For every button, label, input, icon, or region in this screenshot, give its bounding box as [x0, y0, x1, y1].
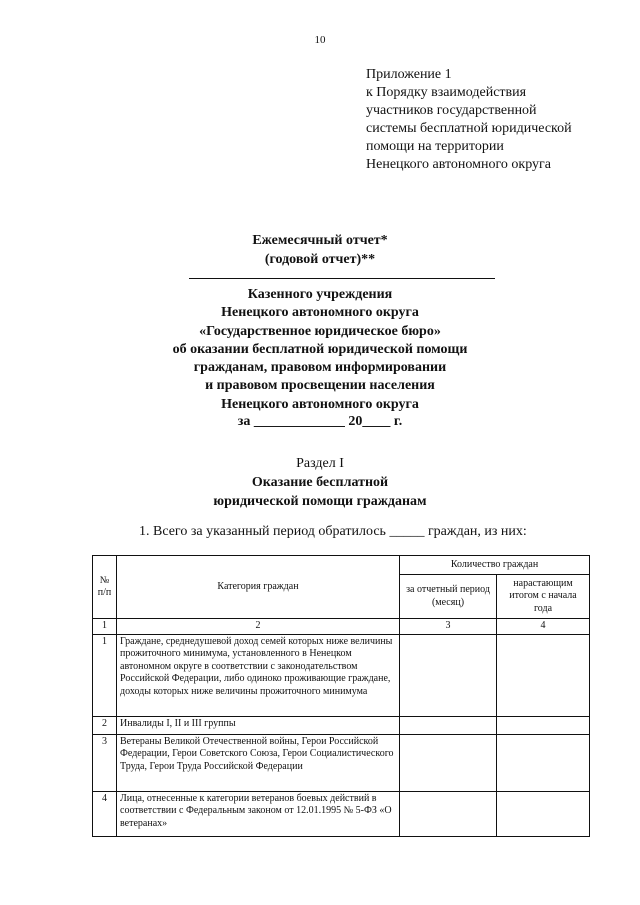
table-row: [93, 791, 590, 836]
row-cumulative-value[interactable]: [497, 734, 590, 791]
header-num: № п/п: [93, 556, 117, 619]
appendix-line: участников государственной: [366, 103, 537, 118]
title-underline: [189, 278, 495, 279]
appendix-line: системы бесплатной юридической: [366, 121, 572, 136]
org-line: Ненецкого автономного округа: [221, 305, 419, 321]
row-cumulative-value[interactable]: [497, 634, 590, 716]
page-number: 10: [314, 34, 326, 46]
header-count-group: Количество граждан: [400, 556, 590, 575]
column-number-row: [93, 619, 590, 635]
row-period-value[interactable]: [400, 791, 497, 836]
row-category: Лица, отнесенные к категории ветеранов боевых действий в соответствии с Федеральным законом от 12.01.1995 № 5-ФЗ «О ветеранах»: [117, 791, 400, 836]
section-title-line: Оказание бесплатной: [251, 475, 389, 490]
table-row: [93, 716, 590, 734]
report-title-annual: (годовой отчет)**: [264, 252, 376, 267]
row-num: 2: [93, 716, 117, 734]
row-period-value[interactable]: [400, 716, 497, 734]
row-num: 3: [93, 734, 117, 791]
report-title-monthly: Ежемесячный отчет*: [252, 233, 388, 248]
row-cumulative-value[interactable]: [497, 716, 590, 734]
column-number: 3: [400, 619, 497, 635]
appendix-line: Ненецкого автономного округа: [366, 157, 551, 172]
column-number: 4: [497, 619, 590, 635]
org-line: об оказании бесплатной юридической помощи: [172, 341, 468, 357]
org-line: Ненецкого автономного округа: [221, 396, 419, 412]
table-row: [93, 734, 590, 791]
row-category: Ветераны Великой Отечественной войны, Герои Российской Федерации, Герои Советского Союза, Герои Социалистического Труда, Герои Труда Российской Федерации: [117, 734, 400, 791]
appendix-line: Приложение 1: [366, 67, 452, 82]
org-line: гражданам, правовом информировании: [193, 360, 447, 376]
row-cumulative-value[interactable]: [497, 791, 590, 836]
table-header-row: [93, 556, 590, 575]
org-line: Казенного учреждения: [247, 287, 393, 302]
org-line: «Государственное юридическое бюро»: [199, 323, 441, 339]
row-num: 1: [93, 634, 117, 716]
citizens-category-table: [92, 555, 590, 837]
section-label: Раздел I: [296, 456, 344, 471]
column-number: 2: [117, 619, 400, 635]
row-category: Граждане, среднедушевой доход семей которых ниже величины прожиточного минимума, установленного в Ненецком автономном округе в соответствии с законодательством Российской Федерации, либо одиноко проживающие граждане, доходы которых ниже величины прожиточного минимума: [117, 634, 400, 716]
row-category: Инвалиды I, II и III группы: [117, 716, 400, 734]
row-period-value[interactable]: [400, 634, 497, 716]
report-title: [0, 231, 640, 269]
header-cumulative: нарастающим итогом с начала года: [497, 575, 590, 619]
report-period-line: за _____________ 20____ г.: [237, 414, 403, 429]
row-num: 4: [93, 791, 117, 836]
organization-block: [0, 286, 640, 414]
appendix-line: помощи на территории: [366, 139, 504, 154]
row-period-value[interactable]: [400, 734, 497, 791]
section-title: [0, 473, 640, 511]
appendix-line: к Порядку взаимодействия: [366, 85, 527, 100]
appendix-reference: [366, 66, 606, 174]
header-period: за отчетный период (месяц): [400, 575, 497, 619]
section-title-line: юридической помощи гражданам: [213, 494, 427, 509]
header-category: Категория граждан: [117, 556, 400, 619]
point-1-total-applicants: 1. Всего за указанный период обратилось _____ граждан, из них:: [139, 524, 527, 539]
column-number: 1: [93, 619, 117, 635]
table-row: [93, 634, 590, 716]
org-line: и правовом просвещении населения: [205, 378, 435, 394]
